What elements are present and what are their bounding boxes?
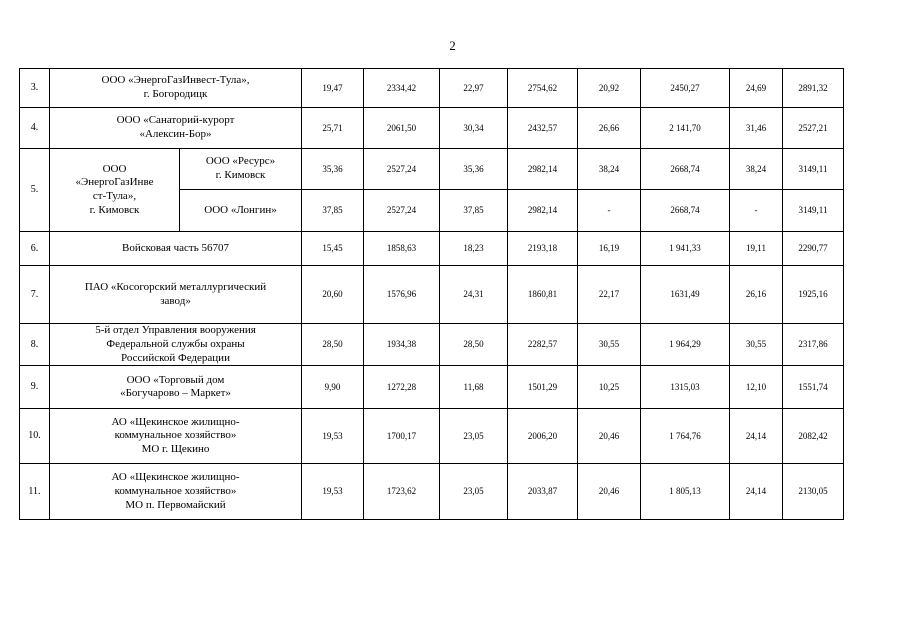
value-cell: 2193,18 bbox=[508, 232, 578, 266]
value-cell: 2527,24 bbox=[364, 190, 440, 232]
row-number: 3. bbox=[20, 69, 50, 108]
value-cell: 30,55 bbox=[730, 324, 783, 366]
table-row bbox=[20, 409, 844, 464]
value-cell: 3149,11 bbox=[783, 190, 844, 232]
organization-name: 5-й отдел Управления вооружения Федеральной службы охраны Российской Федерации bbox=[50, 324, 302, 366]
value-cell: 2033,87 bbox=[508, 464, 578, 520]
table-row bbox=[20, 149, 844, 190]
value-cell: 1 805,13 bbox=[641, 464, 730, 520]
value-cell: 22,17 bbox=[578, 266, 641, 324]
value-cell: 9,90 bbox=[302, 366, 364, 409]
value-cell: 26,16 bbox=[730, 266, 783, 324]
value-cell: 30,34 bbox=[440, 108, 508, 149]
row-number: 5. bbox=[20, 149, 50, 232]
organization-name: ООО «Торговый дом «Богучарово – Маркет» bbox=[50, 366, 302, 409]
value-cell: 37,85 bbox=[302, 190, 364, 232]
value-cell: 2061,50 bbox=[364, 108, 440, 149]
value-cell: 1 964,29 bbox=[641, 324, 730, 366]
row-number: 10. bbox=[20, 409, 50, 464]
value-cell: 1501,29 bbox=[508, 366, 578, 409]
value-cell: 2334,42 bbox=[364, 69, 440, 108]
organization-name: ПАО «Косогорский металлургический завод» bbox=[50, 266, 302, 324]
table-row bbox=[20, 366, 844, 409]
value-cell: 19,47 bbox=[302, 69, 364, 108]
value-cell: 1 941,33 bbox=[641, 232, 730, 266]
value-cell: 2317,86 bbox=[783, 324, 844, 366]
value-cell: 2982,14 bbox=[508, 149, 578, 190]
value-cell: 35,36 bbox=[302, 149, 364, 190]
value-cell: 2282,57 bbox=[508, 324, 578, 366]
table-row bbox=[20, 266, 844, 324]
value-cell: 20,46 bbox=[578, 409, 641, 464]
value-cell: 1315,03 bbox=[641, 366, 730, 409]
value-cell: 25,71 bbox=[302, 108, 364, 149]
value-cell: 1925,16 bbox=[783, 266, 844, 324]
value-cell: 37,85 bbox=[440, 190, 508, 232]
value-cell: 28,50 bbox=[302, 324, 364, 366]
table-row bbox=[20, 464, 844, 520]
organization-name: АО «Щекинское жилищно- коммунальное хозяйство» МО г. Щекино bbox=[50, 409, 302, 464]
value-cell: 23,05 bbox=[440, 464, 508, 520]
tariff-table bbox=[19, 68, 844, 520]
value-cell: 20,92 bbox=[578, 69, 641, 108]
value-cell: 2130,05 bbox=[783, 464, 844, 520]
value-cell: 2 141,70 bbox=[641, 108, 730, 149]
value-cell: 2290,77 bbox=[783, 232, 844, 266]
value-cell: 28,50 bbox=[440, 324, 508, 366]
row-number: 8. bbox=[20, 324, 50, 366]
value-cell: 2668,74 bbox=[641, 149, 730, 190]
value-cell: 2082,42 bbox=[783, 409, 844, 464]
value-cell: 26,66 bbox=[578, 108, 641, 149]
value-cell: 10,25 bbox=[578, 366, 641, 409]
value-cell: 1700,17 bbox=[364, 409, 440, 464]
value-cell: 19,11 bbox=[730, 232, 783, 266]
organization-name: Войсковая часть 56707 bbox=[50, 232, 302, 266]
value-cell: - bbox=[730, 190, 783, 232]
value-cell: 1723,62 bbox=[364, 464, 440, 520]
sub-organization-name: ООО «Ресурс» г. Кимовск bbox=[180, 149, 302, 190]
organization-name: ООО «Санаторий-курорт «Алексин-Бор» bbox=[50, 108, 302, 149]
value-cell: 30,55 bbox=[578, 324, 641, 366]
organization-name: ООО «ЭнергоГазИнвест-Тула», г. Богородицк bbox=[50, 69, 302, 108]
value-cell: 3149,11 bbox=[783, 149, 844, 190]
value-cell: 24,69 bbox=[730, 69, 783, 108]
value-cell: 16,19 bbox=[578, 232, 641, 266]
value-cell: - bbox=[578, 190, 641, 232]
row-number: 11. bbox=[20, 464, 50, 520]
value-cell: 1272,28 bbox=[364, 366, 440, 409]
value-cell: 1 764,76 bbox=[641, 409, 730, 464]
value-cell: 2754,62 bbox=[508, 69, 578, 108]
table-row bbox=[20, 324, 844, 366]
value-cell: 20,60 bbox=[302, 266, 364, 324]
page-number: 2 bbox=[449, 38, 456, 53]
value-cell: 1631,49 bbox=[641, 266, 730, 324]
value-cell: 19,53 bbox=[302, 409, 364, 464]
row-number: 7. bbox=[20, 266, 50, 324]
value-cell: 12,10 bbox=[730, 366, 783, 409]
value-cell: 11,68 bbox=[440, 366, 508, 409]
value-cell: 1858,63 bbox=[364, 232, 440, 266]
organization-name: АО «Щекинское жилищно- коммунальное хозяйство» МО п. Первомайский bbox=[50, 464, 302, 520]
value-cell: 1551,74 bbox=[783, 366, 844, 409]
value-cell: 1934,38 bbox=[364, 324, 440, 366]
value-cell: 38,24 bbox=[730, 149, 783, 190]
value-cell: 1576,96 bbox=[364, 266, 440, 324]
value-cell: 18,23 bbox=[440, 232, 508, 266]
value-cell: 2527,21 bbox=[783, 108, 844, 149]
value-cell: 38,24 bbox=[578, 149, 641, 190]
value-cell: 2982,14 bbox=[508, 190, 578, 232]
value-cell: 2006,20 bbox=[508, 409, 578, 464]
value-cell: 24,14 bbox=[730, 409, 783, 464]
value-cell: 2432,57 bbox=[508, 108, 578, 149]
value-cell: 24,14 bbox=[730, 464, 783, 520]
row-number: 9. bbox=[20, 366, 50, 409]
table-row bbox=[20, 232, 844, 266]
row-number: 6. bbox=[20, 232, 50, 266]
table-row bbox=[20, 108, 844, 149]
value-cell: 1860,81 bbox=[508, 266, 578, 324]
sub-organization-name: ООО «Лонгин» bbox=[180, 190, 302, 232]
value-cell: 2891,32 bbox=[783, 69, 844, 108]
value-cell: 31,46 bbox=[730, 108, 783, 149]
value-cell: 2668,74 bbox=[641, 190, 730, 232]
value-cell: 19,53 bbox=[302, 464, 364, 520]
value-cell: 20,46 bbox=[578, 464, 641, 520]
value-cell: 24,31 bbox=[440, 266, 508, 324]
value-cell: 35,36 bbox=[440, 149, 508, 190]
value-cell: 2527,24 bbox=[364, 149, 440, 190]
value-cell: 2450,27 bbox=[641, 69, 730, 108]
row-number: 4. bbox=[20, 108, 50, 149]
value-cell: 15,45 bbox=[302, 232, 364, 266]
organization-name: ООО «ЭнергоГазИнве ст-Тула», г. Кимовск bbox=[50, 149, 180, 232]
value-cell: 23,05 bbox=[440, 409, 508, 464]
table-row bbox=[20, 69, 844, 108]
value-cell: 22,97 bbox=[440, 69, 508, 108]
